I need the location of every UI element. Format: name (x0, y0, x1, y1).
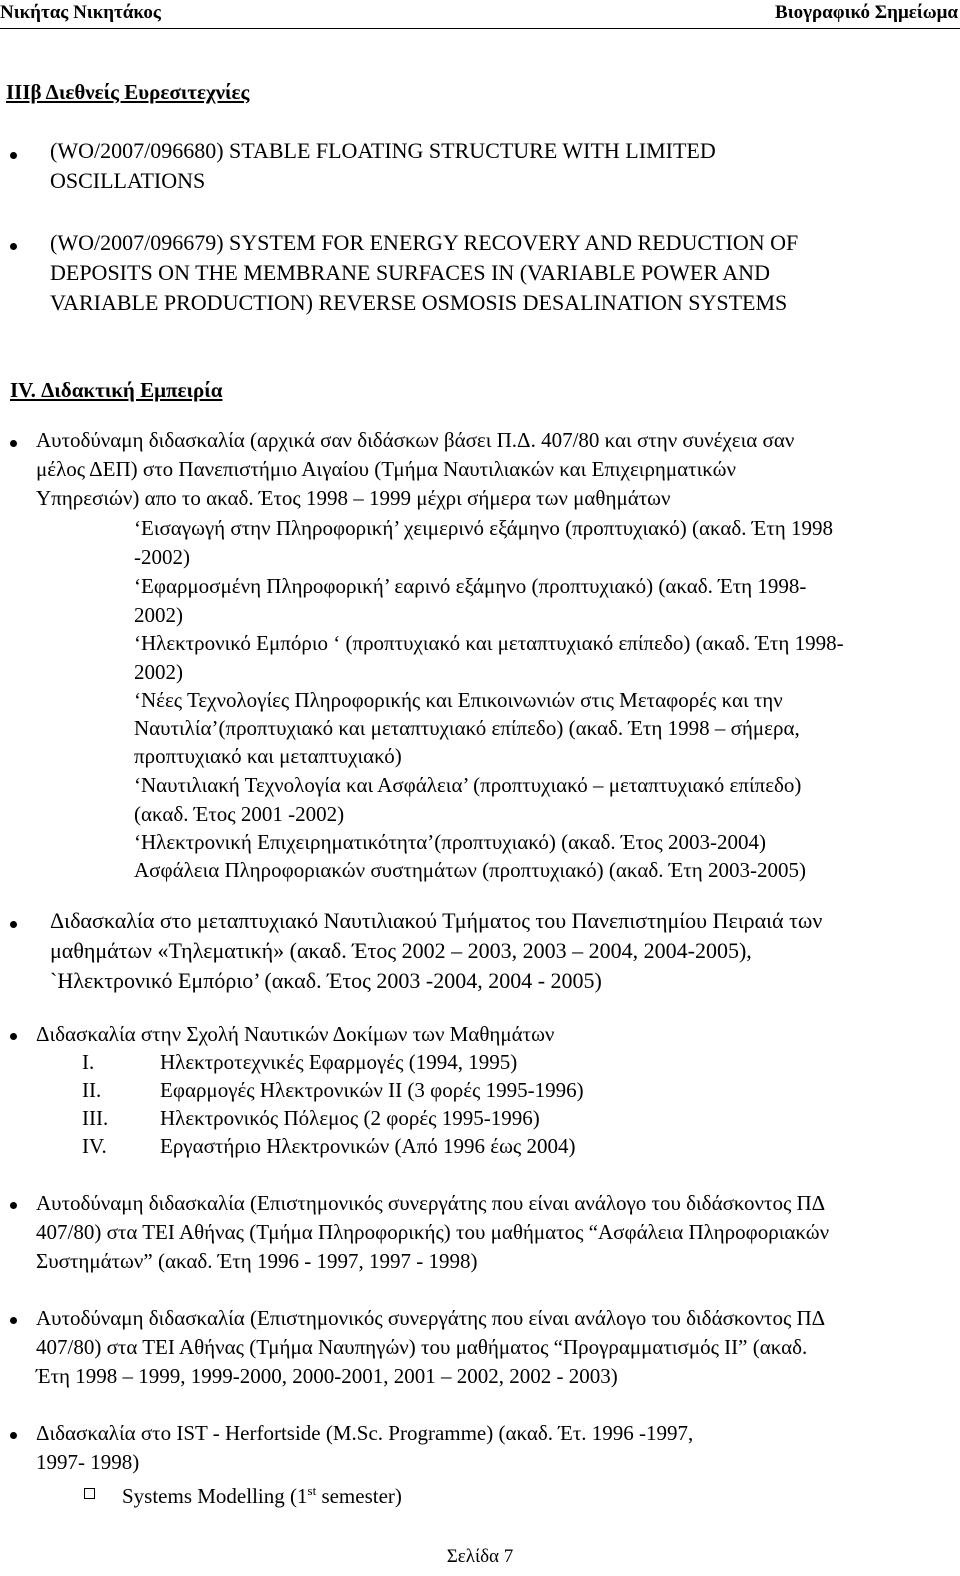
bullet (10, 921, 17, 928)
checkbox-bullet-icon (84, 1488, 95, 1499)
patent-2-line-1: (WO/2007/096679) SYSTEM FOR ENERGY RECOVERY AND REDUCTION OF (50, 230, 799, 255)
bullet (10, 1033, 17, 1040)
course-4-line-3: προπτυχιακό και μεταπτυχιακό) (134, 744, 402, 768)
bullet (10, 1432, 17, 1439)
course-4-line-2: Ναυτιλία’(προπτυχιακό και μεταπτυχιακό επίπεδο) (ακαδ. Έτη 1998 – σήμερα, (134, 716, 800, 740)
header-title: Βιογραφικό Σημείωμα (775, 2, 958, 23)
course-3-line-2: 2002) (134, 660, 183, 684)
teaching-item-3: Διδασκαλία στην Σχολή Ναυτικών Δοκίμων των Μαθημάτων (36, 1022, 555, 1046)
list-text: Ηλεκτροτεχνικές Εφαρμογές (1994, 1995) (160, 1050, 518, 1074)
course-7: Ασφάλεια Πληροφοριακών συστημάτων (προπτυχιακό) (ακαδ. Έτη 2003-2005) (134, 858, 806, 882)
teaching-item-1: Αυτοδύναμη διδασκαλία (αρχικά σαν διδάσκων βάσει Π.Δ. 407/80 και στην συνέχεια σαν μέλος ΔΕΠ) στο Πανεπιστήμιο Αιγαίου (Τμήμα Ναυτιλιακών και Επιχειρηματικών Υπηρεσιών) απο το ακαδ. Έτος 1998 – 1999 μέχρι σήμερα των μαθημάτων (36, 428, 795, 510)
list-text: Ηλεκτρονικός Πόλεμος (2 φορές 1995-1996) (160, 1106, 540, 1130)
teaching-item-6: Διδασκαλία στο IST - Herfortside (M.Sc. Programme) (ακαδ. Έτ. 1996 -1997, 1997- 1998) (36, 1421, 694, 1474)
bullet (10, 1317, 17, 1324)
patent-1-line-1: (WO/2007/096680) STABLE FLOATING STRUCTURE WITH LIMITED (50, 138, 716, 163)
course-2-line-2: 2002) (134, 603, 183, 627)
bullet (10, 243, 17, 250)
course-3-line-1: ‘Ηλεκτρονικό Εμπόριο ‘ (προπτυχιακό και μεταπτυχιακό επίπεδο) (ακαδ. Έτη 1998- (134, 631, 844, 655)
sub-item-systems-modelling: Systems Modelling (1st semester) (122, 1483, 402, 1508)
list-number: I. (82, 1050, 95, 1074)
patent-1-line-2: OSCILLATIONS (50, 168, 206, 193)
course-2-line-1: ‘Εφαρμοσμένη Πληροφορική’ εαρινό εξάμηνο (προπτυχιακό) (ακαδ. Έτη 1998- (134, 574, 807, 598)
section-heading-teaching: IV. Διδακτική Εμπειρία (10, 378, 223, 402)
course-1-line-2: -2002) (134, 545, 190, 569)
section-heading-patents: ΙΙΙβ Διεθνείς Ευρεσιτεχνίες (6, 80, 250, 104)
course-6: ‘Ηλεκτρονική Επιχειρηματικότητα’(προπτυχιακό) (ακαδ. Έτος 2003-2004) (134, 830, 766, 854)
teaching-item-2: Διδασκαλία στο μεταπτυχιακό Ναυτιλιακού Τμήματος του Πανεπιστημίου Πειραιά των μαθημάτων «Τηλεματική» (ακαδ. Έτος 2002 – 2003, 2003 – 2004, 2004-2005), `Ηλεκτρονικό Εμπόριο’ (ακαδ. Έτος 2003 -2004, 2004 - 2005) (50, 908, 823, 993)
list-number: III. (82, 1106, 109, 1130)
teaching-item-5: Αυτοδύναμη διδασκαλία (Επιστημονικός συνεργάτης που είναι ανάλογο του διδάσκοντος ΠΔ 407/80) στα ΤΕΙ Αθήνας (Τμήμα Ναυπηγών) του μαθήματος “Προγραμματισμός ΙΙ” (ακαδ. Έτη 1998 – 1999, 1999-2000, 2000-2001, 2001 – 2002, 2002 - 2003) (36, 1306, 826, 1388)
list-text: Εργαστήριο Ηλεκτρονικών (Από 1996 έως 2004) (160, 1134, 576, 1158)
bullet (10, 152, 17, 159)
bullet (10, 1202, 17, 1209)
page-number: Σελίδα 7 (446, 1546, 514, 1567)
patent-2-line-2: DEPOSITS ON THE MEMBRANE SURFACES IN (VARIABLE POWER AND (50, 260, 770, 285)
list-text: Εφαρμογές Ηλεκτρονικών ΙΙ (3 φορές 1995-1996) (160, 1078, 584, 1102)
list-number: II. (82, 1078, 102, 1102)
page-header (0, 0, 960, 29)
header-author: Νικήτας Νικητάκος (0, 2, 161, 23)
list-number: IV. (82, 1134, 107, 1158)
bullet (10, 440, 17, 447)
teaching-item-4: Αυτοδύναμη διδασκαλία (Επιστημονικός συνεργάτης που είναι ανάλογο του διδάσκοντος ΠΔ 407/80) στα ΤΕΙ Αθήνας (Τμήμα Πληροφορικής) του μαθήματος “Ασφάλεια Πληροφοριακών Συστημάτων” (ακαδ. Έτη 1996 - 1997, 1997 - 1998) (36, 1191, 830, 1273)
course-4-line-1: ‘Νέες Τεχνολογίες Πληροφορικής και Επικοινωνιών στις Μεταφορές και την (134, 688, 783, 712)
course-1-line-1: ‘Εισαγωγή στην Πληροφορική’ χειμερινό εξάμηνο (προπτυχιακό) (ακαδ. Έτη 1998 (134, 516, 834, 540)
patent-2-line-3: VARIABLE PRODUCTION) REVERSE OSMOSIS DESALINATION SYSTEMS (50, 290, 788, 315)
course-5-line-2: (ακαδ. Έτος 2001 -2002) (134, 802, 345, 826)
course-5-line-1: ‘Ναυτιλιακή Τεχνολογία και Ασφάλεια’ (προπτυχιακό – μεταπτυχιακό επίπεδο) (134, 773, 802, 797)
